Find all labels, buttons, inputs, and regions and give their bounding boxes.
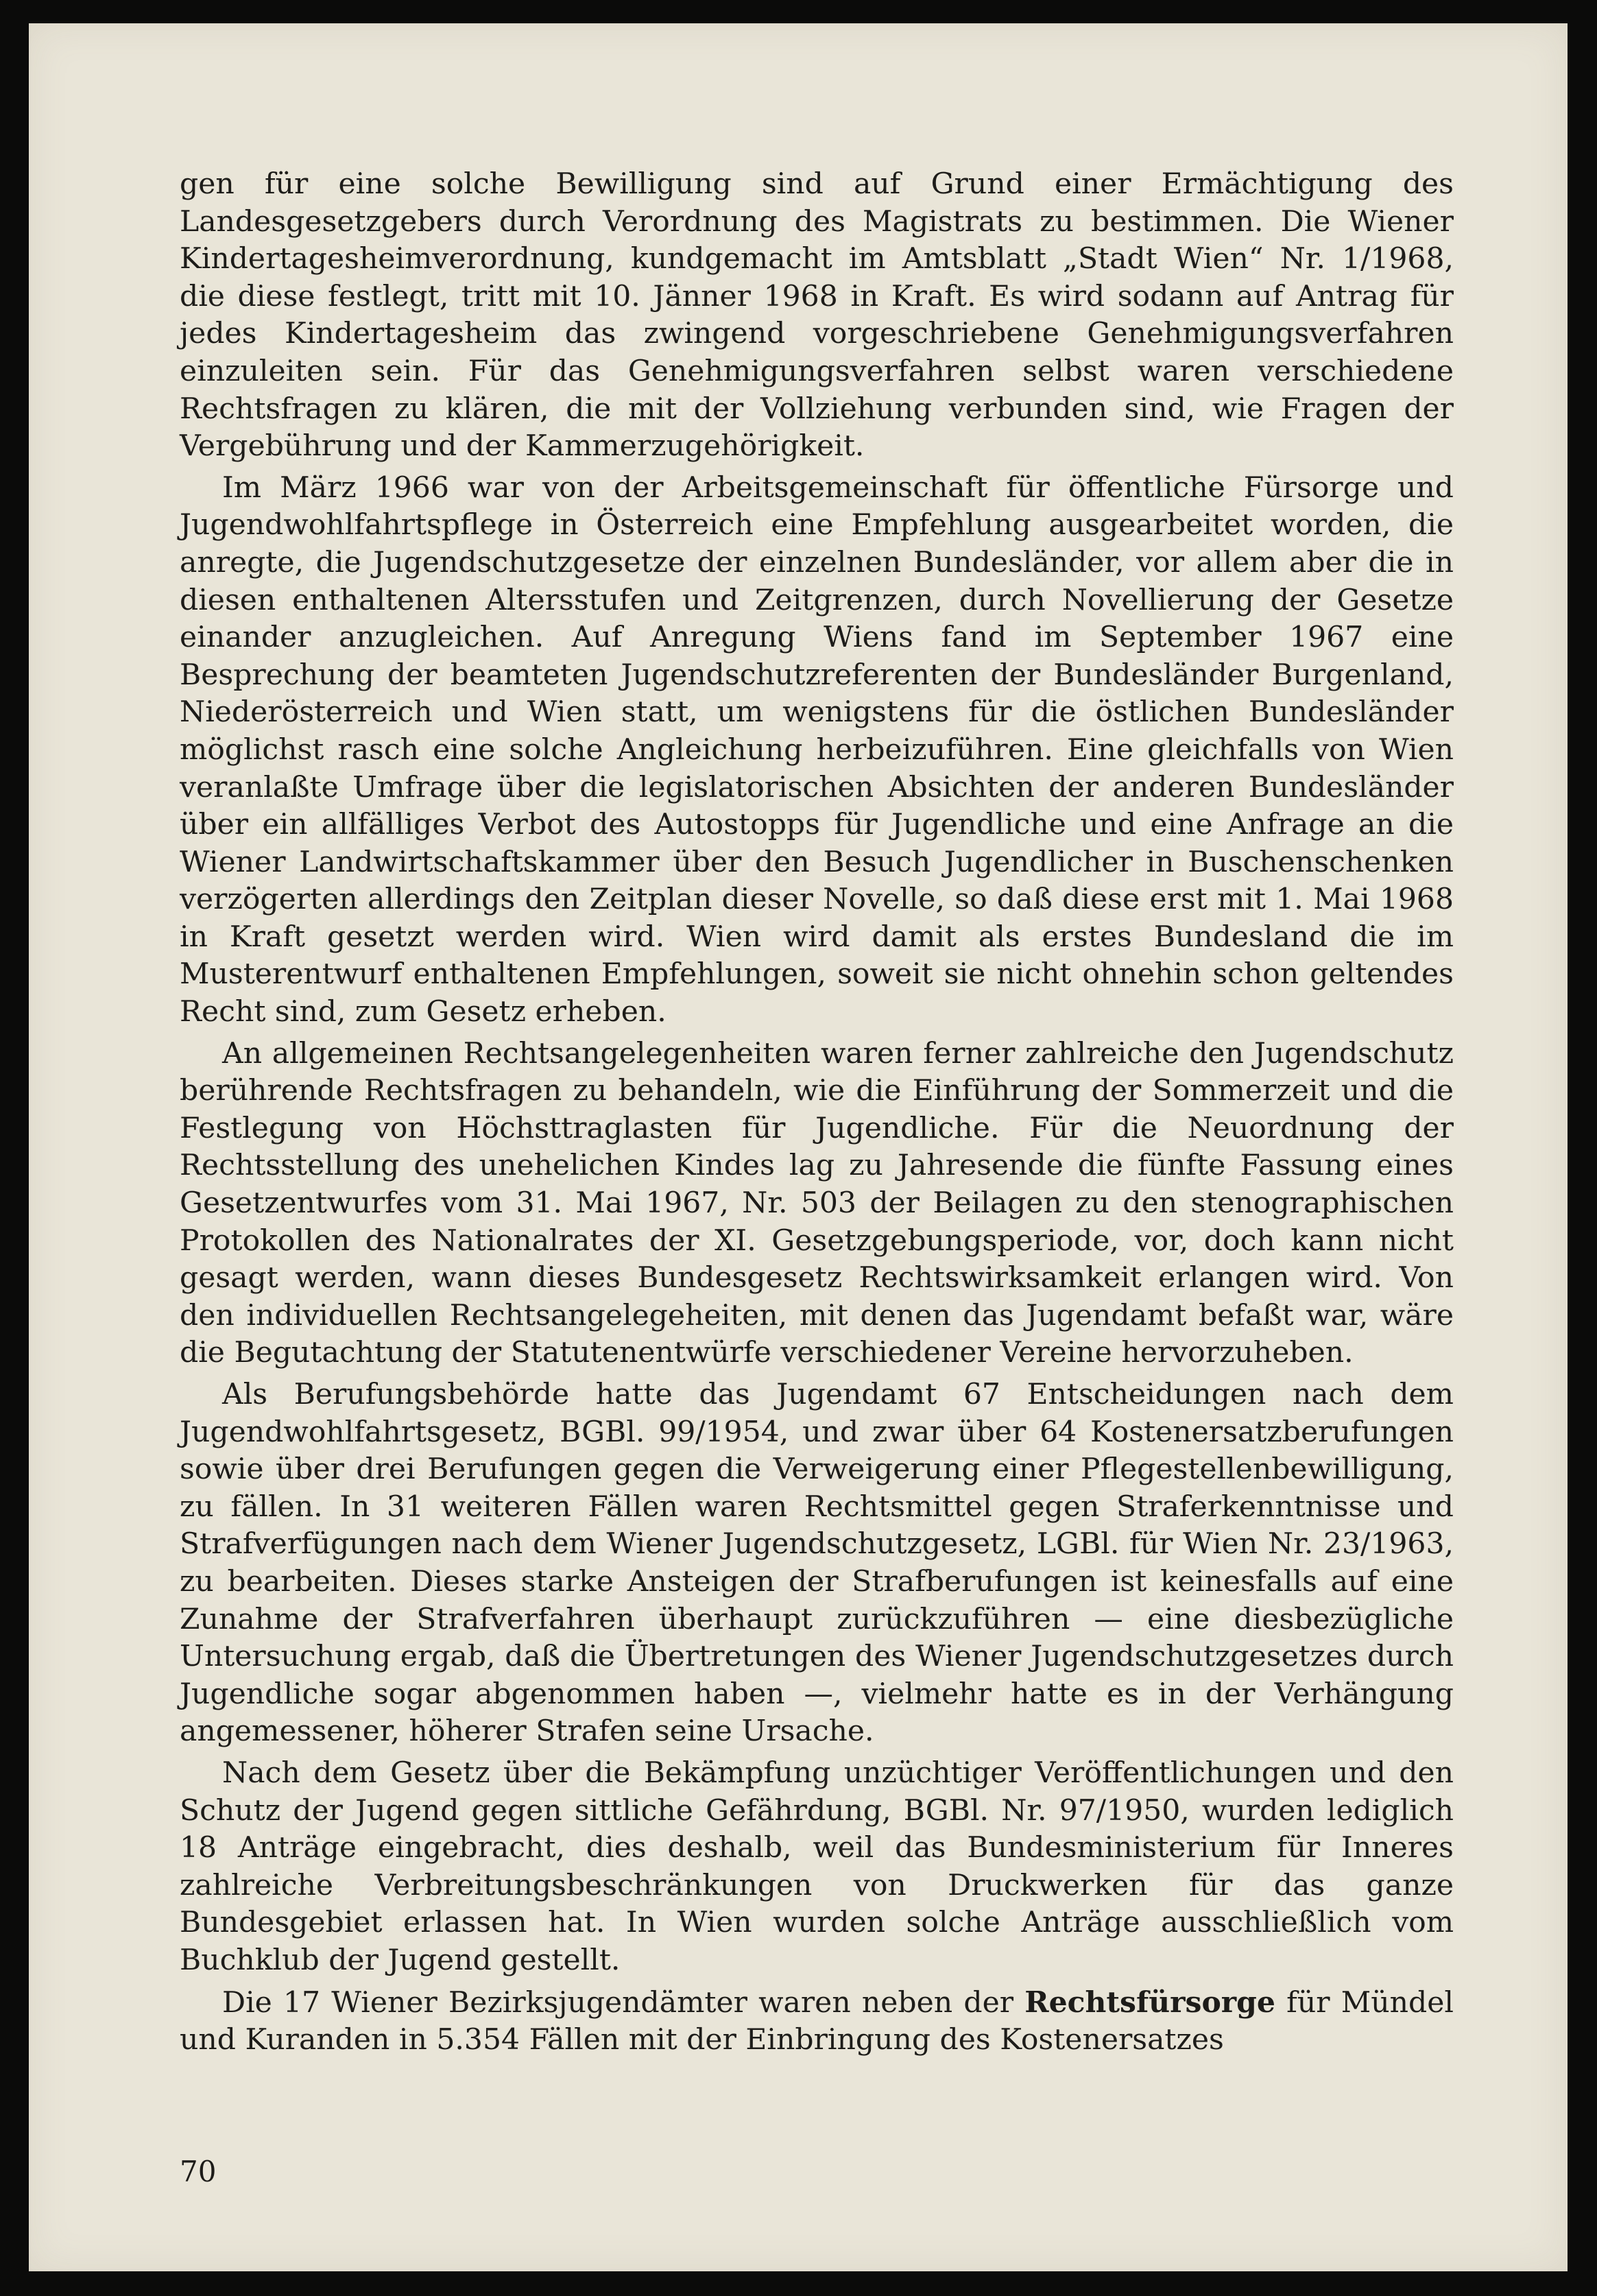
bold-term-rechtsfuersorge: Rechtsfürsorge bbox=[1024, 1985, 1275, 2020]
paragraph-3: An allgemeinen Rechtsangelegenheiten waren ferner zahlreiche den Jugendschutz berührende Rechtsfragen zu behandeln, wie die Einführung der Sommerzeit und die Festlegung von Höchsttraglasten für Jugendliche. Für die Neuordnung der Rechtsstellung des unehelichen Kindes lag zu Jahresende die fünfte Fassung eines Gesetzentwurfes vom 31. Mai 1967, Nr. 503 der Beilagen zu den stenographischen Protokollen des Nationalrates der XI. Gesetzgebungsperiode, vor, doch kann nicht gesagt werden, wann dieses Bundesgesetz Rechtswirksamkeit erlangen wird. Von den individuellen Rechtsangelegeheiten, mit denen das Jugendamt befaßt war, wäre die Begutachtung der Statutenentwürfe verschiedener Vereine hervorzuheben. bbox=[180, 1036, 1454, 1370]
paragraph-6-end: für Mündel und Kuranden in 5.354 Fällen mit der Einbringung des Kostenersatzes bbox=[180, 1985, 1454, 2057]
paragraph-6 bbox=[180, 1984, 1454, 2059]
page-number: 70 bbox=[180, 2155, 217, 2188]
paragraph-5: Nach dem Gesetz über die Bekämpfung unzüchtiger Veröffentlichungen und den Schutz der Jugend gegen sittliche Gefährdung, BGBl. Nr. 97/1950, wurden lediglich 18 Anträge eingebracht, dies deshalb, weil das Bundesministerium für Inneres zahlreiche Verbreitungsbeschränkungen von Druckwerken für das ganze Bundesgebiet erlassen hat. In Wien wurden solche Anträge ausschließlich vom Buchklub der Jugend gestellt. bbox=[180, 1756, 1454, 1977]
document-page bbox=[29, 23, 1568, 2271]
paragraph-2: Im März 1966 war von der Arbeitsgemeinschaft für öffentliche Fürsorge und Jugendwohlfahrtspflege in Österreich eine Empfehlung ausgearbeitet worden, die anregte, die Jugendschutzgesetze der einzelnen Bundesländer, vor allem aber die in diesen enthaltenen Altersstufen und Zeitgrenzen, durch Novellierung der Gesetze einander anzugleichen. Auf Anregung Wiens fand im September 1967 eine Besprechung der beamteten Jugendschutzreferenten der Bundesländer Burgenland, Niederösterreich und Wien statt, um wenigstens für die östlichen Bundesländer möglichst rasch eine solche Angleichung herbeizuführen. Eine gleichfalls von Wien veranlaßte Umfrage über die legislatorischen Absichten der anderen Bundesländer über ein allfälliges Verbot des Autostopps für Jugendliche und eine Anfrage an die Wiener Landwirtschaftskammer über den Besuch Jugendlicher in Buschenschenken verzögerten allerdings den Zeitplan dieser Novelle, so daß diese erst mit 1. Mai 1968 in Kraft gesetzt werden wird. Wien wird damit als erstes Bundesland die im Musterentwurf enthaltenen Empfehlungen, soweit sie nicht ohnehin schon geltendes Recht sind, zum Gesetz erheben. bbox=[180, 470, 1454, 1029]
paragraph-4: Als Berufungsbehörde hatte das Jugendamt 67 Entscheidungen nach dem Jugendwohlfahrtsgesetz, BGBl. 99/1954, und zwar über 64 Kostenersatzberufungen sowie über drei Berufungen gegen die Verweigerung einer Pflegestellenbewilligung, zu fällen. In 31 weiteren Fällen waren Rechtsmittel gegen Straferkenntnisse und Strafverfügungen nach dem Wiener Jugendschutzgesetz, LGBl. für Wien Nr. 23/1963, zu bearbeiten. Dieses starke Ansteigen der Strafberufungen ist keinesfalls auf eine Zunahme der Strafverfahren überhaupt zurückzuführen — eine diesbezügliche Untersuchung ergab, daß die Übertretungen des Wiener Jugendschutzgesetzes durch Jugendliche sogar abgenommen haben —, vielmehr hatte es in der Verhängung angemessener, höherer Strafen seine Ursache. bbox=[180, 1378, 1454, 1749]
paragraph-6-start: Die 17 Wiener Bezirksjugendämter waren neben der bbox=[222, 1985, 1025, 2020]
body-text bbox=[180, 166, 1454, 2059]
paragraph-1: gen für eine solche Bewilligung sind auf Grund einer Ermächtigung des Landesgesetzgebers durch Verordnung des Magistrats zu bestimmen. Die Wiener Kindertagesheimverordnung, kundgemacht im Amtsblatt „Stadt Wien“ Nr. 1/1968, die diese festlegt, tritt mit 10. Jänner 1968 in Kraft. Es wird sodann auf Antrag für jedes Kindertagesheim das zwingend vorgeschriebene Genehmigungsverfahren einzuleiten sein. Für das Genehmigungsverfahren selbst waren verschiedene Rechtsfragen zu klären, die mit der Vollziehung verbunden sind, wie Fragen der Vergebührung und der Kammerzugehörigkeit. bbox=[180, 167, 1454, 464]
